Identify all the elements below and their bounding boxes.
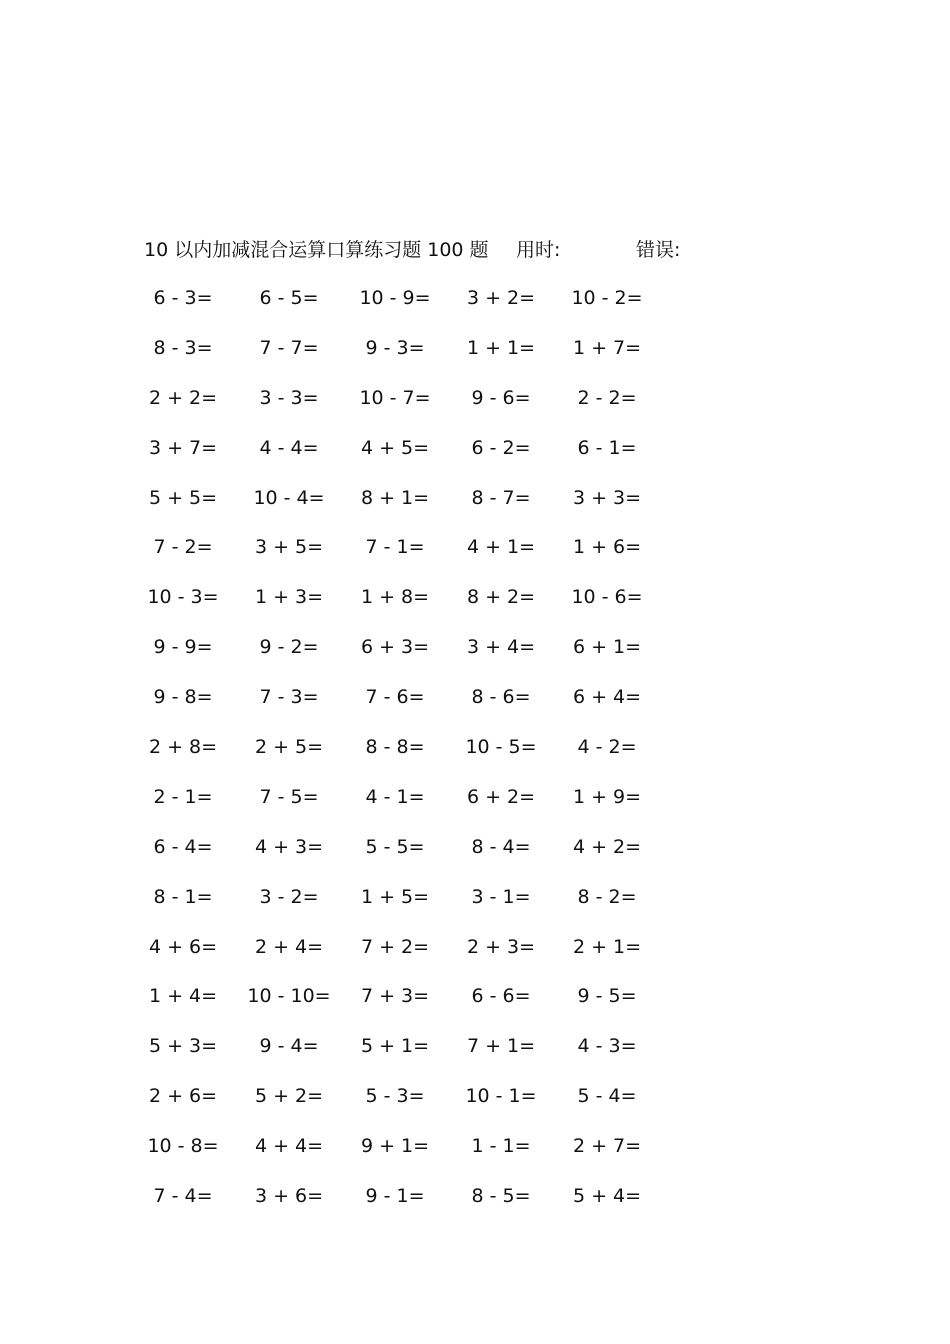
- math-problem: 4 - 4=: [259, 436, 319, 459]
- math-problem: 6 + 3=: [360, 636, 430, 659]
- problem-row: [130, 1031, 690, 1081]
- math-problem: 8 - 4=: [471, 835, 531, 858]
- math-problem: 7 + 3=: [360, 985, 430, 1008]
- math-problem: 10 - 9=: [359, 287, 431, 309]
- math-problem: 7 - 1=: [365, 536, 425, 559]
- math-problem: 2 + 7=: [572, 1135, 642, 1158]
- math-problem: 9 - 4=: [259, 1035, 319, 1058]
- math-problem: 10 - 2=: [571, 287, 643, 309]
- math-problem: 1 + 5=: [360, 885, 430, 908]
- math-problem: 6 + 2=: [466, 785, 536, 808]
- math-problem: 8 - 3=: [153, 336, 213, 359]
- problem-row: [130, 932, 690, 982]
- math-problem: 9 - 2=: [259, 636, 319, 659]
- math-problem: 3 + 5=: [254, 536, 324, 559]
- math-problem: 10 - 1=: [465, 1085, 537, 1108]
- problem-row: [130, 1181, 690, 1231]
- math-problem: 1 - 1=: [471, 1135, 531, 1158]
- time-used-label: 用时:: [516, 239, 561, 261]
- problem-row: [130, 582, 690, 632]
- problem-row: [130, 682, 690, 732]
- math-problem: 9 - 3=: [365, 336, 425, 359]
- math-problem: 1 + 7=: [572, 336, 642, 359]
- math-problem: 6 + 4=: [572, 686, 642, 709]
- math-problem: 3 + 6=: [254, 1185, 324, 1208]
- math-problem: 4 + 5=: [360, 436, 430, 459]
- problem-row: [130, 632, 690, 682]
- math-problem: 1 + 6=: [572, 536, 642, 559]
- math-problem: 4 - 3=: [577, 1035, 637, 1058]
- math-problem: 10 - 7=: [359, 386, 431, 409]
- math-problem: 3 + 2=: [466, 287, 536, 309]
- math-problem: 2 + 5=: [254, 736, 324, 759]
- problem-row: [130, 832, 690, 882]
- math-problem: 6 - 2=: [471, 436, 531, 459]
- math-problem: 8 - 8=: [365, 736, 425, 759]
- problem-row: [130, 532, 690, 582]
- math-problem: 5 + 3=: [148, 1035, 218, 1058]
- math-problem: 4 + 4=: [254, 1135, 324, 1158]
- problem-row: [130, 283, 690, 333]
- math-problem: 9 - 1=: [365, 1185, 425, 1208]
- math-problem: 7 - 7=: [259, 336, 319, 359]
- math-problem: 5 + 1=: [360, 1035, 430, 1058]
- math-problem: 6 + 1=: [572, 636, 642, 659]
- problem-row: [130, 981, 690, 1031]
- problem-grid: [130, 283, 690, 1231]
- math-problem: 8 - 5=: [471, 1185, 531, 1208]
- math-problem: 2 - 1=: [153, 785, 213, 808]
- math-problem: 6 - 4=: [153, 835, 213, 858]
- math-problem: 8 - 1=: [153, 885, 213, 908]
- problem-row: [130, 483, 690, 533]
- math-problem: 10 - 4=: [253, 486, 325, 509]
- math-problem: 7 - 4=: [153, 1185, 213, 1208]
- problem-row: [130, 333, 690, 383]
- math-problem: 2 + 4=: [254, 935, 324, 958]
- math-problem: 6 - 1=: [577, 436, 637, 459]
- math-problem: 1 + 8=: [360, 586, 430, 609]
- math-problem: 2 + 1=: [572, 935, 642, 958]
- math-problem: 3 - 2=: [259, 885, 319, 908]
- math-problem: 5 - 3=: [365, 1085, 425, 1108]
- math-problem: 10 - 3=: [147, 586, 219, 609]
- math-problem: 4 + 6=: [148, 935, 218, 958]
- math-problem: 5 + 2=: [254, 1085, 324, 1108]
- math-problem: 9 + 1=: [360, 1135, 430, 1158]
- worksheet-title: 10 以内加减混合运算口算练习题 100 题: [144, 239, 489, 261]
- math-problem: 2 + 6=: [148, 1085, 218, 1108]
- math-problem: 9 - 5=: [577, 985, 637, 1008]
- math-problem: 7 + 1=: [466, 1035, 536, 1058]
- math-problem: 1 + 1=: [466, 336, 536, 359]
- math-problem: 7 - 3=: [259, 686, 319, 709]
- math-problem: 5 - 4=: [577, 1085, 637, 1108]
- math-problem: 8 - 6=: [471, 686, 531, 709]
- math-problem: 2 - 2=: [577, 386, 637, 409]
- math-problem: 4 - 1=: [365, 785, 425, 808]
- math-problem: 6 - 5=: [259, 287, 319, 309]
- math-problem: 4 - 2=: [577, 736, 637, 759]
- math-problem: 3 + 7=: [148, 436, 218, 459]
- math-problem: 3 + 3=: [572, 486, 642, 509]
- math-problem: 5 + 4=: [572, 1185, 642, 1208]
- math-problem: 10 - 8=: [147, 1135, 219, 1158]
- problem-row: [130, 433, 690, 483]
- math-problem: 7 + 2=: [360, 935, 430, 958]
- math-problem: 4 + 3=: [254, 835, 324, 858]
- math-problem: 10 - 5=: [465, 736, 537, 759]
- problem-row: [130, 1131, 690, 1181]
- math-problem: 1 + 3=: [254, 586, 324, 609]
- math-problem: 7 - 2=: [153, 536, 213, 559]
- math-problem: 6 - 3=: [153, 287, 213, 309]
- math-problem: 8 - 7=: [471, 486, 531, 509]
- math-problem: 3 - 1=: [471, 885, 531, 908]
- problem-row: [130, 732, 690, 782]
- math-problem: 6 - 6=: [471, 985, 531, 1008]
- math-problem: 3 - 3=: [259, 386, 319, 409]
- math-problem: 10 - 10=: [247, 985, 331, 1008]
- math-problem: 9 - 9=: [153, 636, 213, 659]
- math-problem: 1 + 4=: [148, 985, 218, 1008]
- math-problem: 2 + 3=: [466, 935, 536, 958]
- math-problem: 8 - 2=: [577, 885, 637, 908]
- math-problem: 2 + 2=: [148, 386, 218, 409]
- math-problem: 5 - 5=: [365, 835, 425, 858]
- math-problem: 2 + 8=: [148, 736, 218, 759]
- problem-row: [130, 383, 690, 433]
- errors-label: 错误:: [636, 239, 681, 261]
- problem-row: [130, 782, 690, 832]
- math-problem: 4 + 1=: [466, 536, 536, 559]
- math-problem: 3 + 4=: [466, 636, 536, 659]
- math-problem: 1 + 9=: [572, 785, 642, 808]
- math-problem: 8 + 1=: [360, 486, 430, 509]
- math-problem: 9 - 8=: [153, 686, 213, 709]
- math-problem: 4 + 2=: [572, 835, 642, 858]
- math-problem: 7 - 6=: [365, 686, 425, 709]
- math-problem: 9 - 6=: [471, 386, 531, 409]
- problem-row: [130, 1081, 690, 1131]
- problem-row: [130, 882, 690, 932]
- math-problem: 7 - 5=: [259, 785, 319, 808]
- math-problem: 10 - 6=: [571, 586, 643, 609]
- math-problem: 5 + 5=: [148, 486, 218, 509]
- math-problem: 8 + 2=: [466, 586, 536, 609]
